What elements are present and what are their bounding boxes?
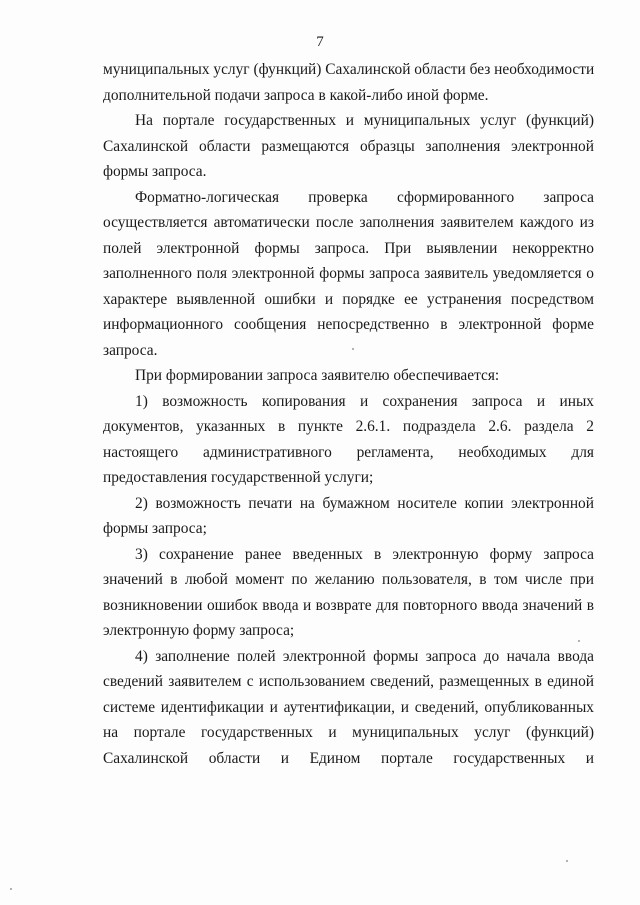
text-line: предоставления государственной услуги; (103, 469, 374, 486)
text-line: настоящего административного регламента, необходимых для (103, 443, 594, 461)
text-line: запроса. (103, 341, 158, 359)
scan-speck (10, 888, 12, 890)
text-line: электронную форму запроса; (103, 622, 295, 639)
scan-speck (566, 860, 568, 862)
text-line: На портале государственных и муниципальных услуг (функций) (135, 112, 594, 129)
text-line: дополнительной подачи запроса в какой-либо иной форме. (103, 86, 489, 104)
text-line: 2) возможность печати на бумажном носителе копии электронной (135, 494, 594, 512)
text-line: информационного сообщения непосредственно в электронной форме (103, 316, 594, 333)
text-line: 3) сохранение ранее введенных в электронную форму запроса (135, 545, 594, 563)
text-line: осуществляется автоматически после заполнения заявителем каждого из (103, 214, 594, 231)
text-line: документов, указанных в пункте 2.6.1. подраздела 2.6. раздела 2 (103, 418, 594, 435)
text-line: 1) возможность копирования и сохранения запроса и иных (135, 392, 594, 410)
text-line: системе идентификации и аутентификации, и сведений, опубликованных (103, 698, 594, 716)
body-text (103, 57, 594, 771)
text-line: заполненного поля электронной формы запроса заявитель уведомляется о (103, 265, 594, 282)
text-line: Форматно-логическая проверка сформированного запроса (135, 188, 594, 206)
text-line: формы запроса; (103, 520, 207, 537)
text-line: При формировании запроса заявителю обеспечивается: (135, 367, 500, 384)
text-line: возникновении ошибок ввода и возврате для повторного ввода значений в (103, 596, 594, 614)
text-line: характере выявленной ошибки и порядке ее устранения посредством (103, 290, 594, 308)
text-line: 4) заполнение полей электронной формы запроса до начала ввода (135, 647, 594, 665)
text-line: муниципальных услуг (функций) Сахалинской области без необходимости (103, 61, 595, 78)
text-line: формы запроса. (103, 163, 207, 180)
text-line: сведений заявителем с использованием сведений, размещенных в единой (103, 673, 594, 690)
text-line: на портале государственных и муниципальных услуг (функций) (103, 724, 594, 741)
page-number: 7 (316, 34, 324, 50)
scan-speck (352, 348, 354, 350)
text-line: полей электронной формы запроса. При выявлении некорректно (103, 239, 594, 257)
text-line: Сахалинской области и Едином портале государственных и (103, 749, 594, 767)
scan-speck (578, 640, 580, 642)
text-line: значений в любой момент по желанию пользователя, в том числе при (103, 571, 594, 588)
text-line: Сахалинской области размещаются образцы заполнения электронной (103, 137, 594, 155)
